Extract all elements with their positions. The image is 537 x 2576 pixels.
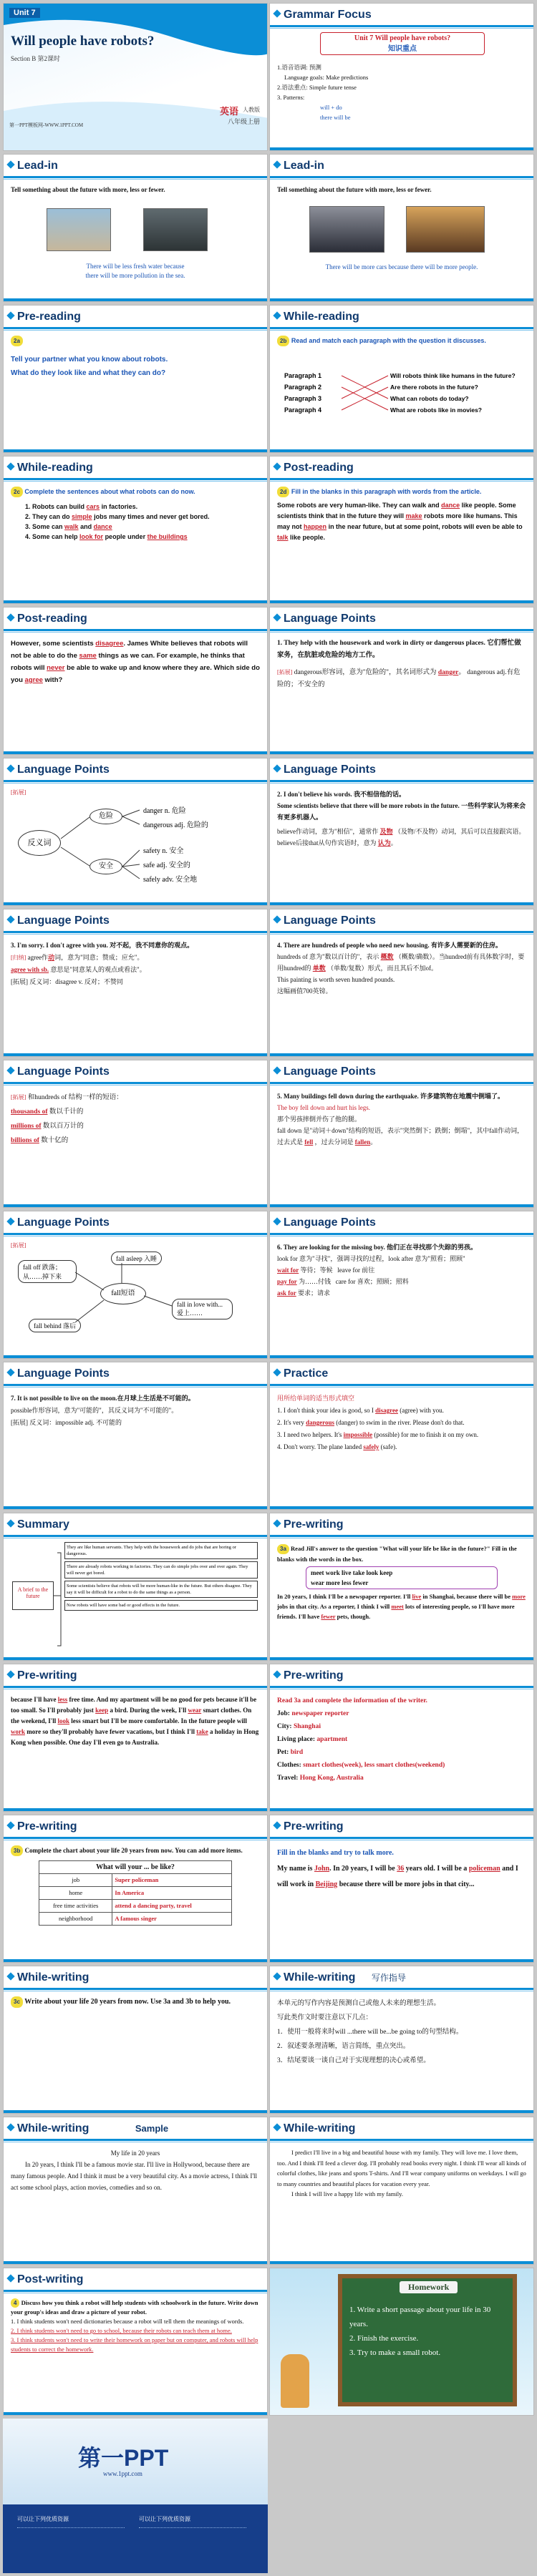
- danger-node: 危险: [90, 809, 122, 824]
- slide-header: Lead-in: [17, 160, 58, 172]
- diamond-icon: [273, 1368, 281, 1376]
- slide-header: While-writing: [17, 1971, 90, 1984]
- instruction: Tell something about the future with more, less or fewer.: [11, 186, 165, 193]
- activity-badge: 3a: [277, 1544, 289, 1554]
- logo-url: www.1ppt.com: [103, 2470, 142, 2477]
- slide-post-writing[interactable]: Post-writing 4 Discuss how you think a robot will help students with schoolwork in the future. Write down your group's ideas and draw a picture of your robot. 1. I think students won't need dictionaries because a robot will tell them the meanings of words. 2. I think students won't need to go to school, because their robots can teach them at home. 3. I think students won't need to write their homework on paper but on computer, and robots will help students to correct the homework.: [3, 2268, 268, 2416]
- slide-title[interactable]: [3, 3, 268, 151]
- slide-header: Pre-writing: [284, 1518, 344, 1531]
- diamond-icon: [6, 462, 14, 470]
- slide-header: Language Points: [284, 1216, 376, 1229]
- passage: However, some scientists disagree. James White believes that robots will not be able to do the same things as we can. For example, he thinks that robots will never be able to wake up and know where they are. Which side do you agree with?: [11, 640, 260, 684]
- pattern-line: there will be: [320, 114, 351, 121]
- slide-lp-antonyms[interactable]: [3, 758, 268, 906]
- table-row: neighborhood A famous singer: [39, 1913, 232, 1926]
- summary-box: There are already robots working in factories. They can do simple jobs over and over again. They will never get bored.: [64, 1561, 258, 1579]
- slide-while-reading-2b[interactable]: [269, 305, 534, 453]
- slide-header: Language Points: [17, 914, 110, 927]
- mindmap-lines: [4, 1211, 268, 1359]
- diamond-icon: [273, 1217, 281, 1225]
- question: What do they look like and what they can do?: [11, 369, 166, 377]
- table-row: job Super policeman: [39, 1874, 232, 1887]
- slide-logo[interactable]: [3, 2419, 268, 2573]
- slide-header: Post-reading: [17, 613, 87, 625]
- match-question: What can robots do today?: [390, 395, 469, 402]
- logo-text: 第一PPT: [78, 2445, 169, 2471]
- goal-line: Language goals: Make predictions: [284, 74, 369, 81]
- polluted-sea-photo: [143, 208, 208, 251]
- slide-header: Pre-writing: [284, 1669, 344, 1682]
- diamond-icon: [6, 311, 14, 319]
- phrase-node: fall asleep 入睡: [111, 1252, 162, 1265]
- diamond-icon: [6, 613, 14, 621]
- caption: there will be more pollution in the sea.: [85, 272, 185, 279]
- slide-header: Language Points: [284, 763, 376, 776]
- word-item: safely adv. 安全地: [143, 876, 198, 884]
- slide-header: While-writing: [284, 1971, 356, 1984]
- table-row: home In America: [39, 1887, 232, 1900]
- match-question: Are there robots in the future?: [390, 384, 478, 391]
- slide-header: Post-reading: [284, 462, 354, 474]
- diamond-icon: [6, 915, 14, 923]
- slide-lp-believe[interactable]: Language Points 2. I don't believe his words. 我不相信他的话。 Some scientists believe that there will be more robots in the future. 一些科学家认为将来会有更多机器人。 believe作动词，意为"相信"，通常作 及物 （及物/不及物）动词，其后可以直接跟宾语。believe后接that从句作宾语时，意为 认为。: [269, 758, 534, 906]
- link-list[interactable]: [17, 2527, 125, 2563]
- goal-line: 1.语音语调: 预测: [277, 64, 321, 71]
- slide-header: Language Points: [17, 1367, 110, 1380]
- slide-header: Language Points: [284, 1065, 376, 1078]
- caption: There will be more cars because there will be more people.: [325, 263, 478, 270]
- question: Tell your partner what you know about robots.: [11, 356, 168, 364]
- word-item: safety n. 安全: [143, 847, 184, 855]
- diamond-icon: [6, 1368, 14, 1376]
- diamond-icon: [273, 1821, 281, 1829]
- caption: There will be less fresh water because: [86, 263, 185, 270]
- practice-subtitle: 用所给单词的适当形式填空: [277, 1395, 355, 1402]
- slide-lp-agree[interactable]: Language Points 3. I'm sorry. I don't agree with you. 对不起，我不同意你的观点。 [归纳] agree作动词，意为"同意；赞成；应允"。 agree with sb. 意思是"同意某人的观点或看法"。 [拓展] 反义词：disagree v. 反对；不赞同: [3, 909, 268, 1057]
- grade-label: 八年级上册: [227, 118, 260, 125]
- answer: walk: [64, 523, 79, 530]
- unit-question: Unit 7 Will people have robots?: [354, 34, 451, 42]
- diamond-icon: [273, 915, 281, 923]
- slide-header: Summary: [17, 1518, 69, 1531]
- instruction: Complete the sentences about what robots can do now.: [24, 488, 195, 495]
- slide-writing-guide[interactable]: While-writing 写作指导 本单元的写作内容是预测自己或他人未来的理想生活。 写此类作文时要注意以下几点： 1．使用一般将来时will ...there will be...be going to的句型结构。 2．叙述要条理清晰，语言简练，重点突出。 3．结尾要谈一谈自己对于实现理想的决心或希望。: [269, 1966, 534, 2114]
- edition-label: 人教版: [243, 107, 260, 113]
- slide-while-writing-3c[interactable]: While-writing 3c Write about your life 20 years from now. Use 3a and 3b to help you.: [3, 1966, 268, 2114]
- site-label: 第一PPT模板网-WWW.1PPT.COM: [9, 122, 84, 128]
- diamond-icon: [6, 2123, 14, 2131]
- chalkboard: Homework 1. Write a short passage about your life in 30 years. 2. Finish the exercise. 3. Try to make a small robot.: [338, 2274, 517, 2406]
- diamond-icon: [6, 1066, 14, 1074]
- activity-badge: 2d: [277, 487, 289, 497]
- diamond-icon: [273, 462, 281, 470]
- student-figure: [281, 2354, 309, 2408]
- summary-box: They are like human servants. They help with the housework and do jobs that are boring or dangerous.: [64, 1542, 258, 1559]
- slide-title-text: Will people have robots?: [11, 34, 155, 49]
- unit-label: Unit 7: [9, 8, 40, 18]
- phrase-node: fall off 跌落；从……掉下来: [18, 1260, 77, 1283]
- activity-badge: 3b: [11, 1845, 23, 1856]
- title-wave: [4, 4, 268, 151]
- chart-table: [39, 1860, 232, 1926]
- slide-header: Pre-writing: [284, 1820, 344, 1833]
- slide-header: Language Points: [284, 613, 376, 625]
- safe-node: 安全: [90, 859, 122, 874]
- passage: Some robots are very human-like. They can walk and dance like people. Some scientists think that in the future they will make robots more like humans. This may not happen in the near future, but at some point, robots will even be able to talk like people.: [277, 502, 523, 541]
- goal-line: 2.语法重点: Simple future tense: [277, 84, 357, 91]
- table-row: free time activities attend a dancing party, travel: [39, 1900, 232, 1913]
- diamond-icon: [6, 1821, 14, 1829]
- section-label: Section B 第2课时: [11, 55, 60, 62]
- diamond-icon: [273, 2123, 281, 2131]
- diamond-icon: [273, 9, 281, 17]
- diamond-icon: [273, 1972, 281, 1980]
- match-question: What are robots like in movies?: [390, 406, 483, 414]
- slide-while-reading-2c[interactable]: While-reading 2c Complete the sentences about what robots can do now. 1. Robots can build cars in factories. 2. They can do simple jobs many times and never get bored. 3. Some can walk and dance 4. Some can help look for people under the buildings: [3, 456, 268, 604]
- summary-box: Some scientists believe that robots will be more human-like in the future. But others disagree. They say it will be difficult for a robot to do the same things as a person.: [64, 1581, 258, 1598]
- slide-summary[interactable]: [3, 1513, 268, 1661]
- slide-header: Practice: [284, 1367, 329, 1380]
- slide-header: Language Points: [17, 1216, 110, 1229]
- passage: because I'll have less free time. And my apartment will be no good for pets because it'll be too small. So I'll probably just keep a bird. During the week, I'll wear smart clothes. On the weekend, I'll look less smart but I'll be more comfortable. In the future people will work more so they'll probably have fewer vacations, but I think I'll take a holiday in Hong Kong when possible. One day I'll even go to Australia.: [11, 1696, 259, 1746]
- slide-pre-writing-3b[interactable]: Pre-writing 3b Complete the chart about your life 20 years from now. You can add more items. What will your ... be like? job Super policeman home In America free time activities attend a dancing party, travel neighborhood A famous singer: [3, 1815, 268, 1963]
- slide-lp-hundreds[interactable]: Language Points 4. There are hundreds of people who need new housing. 有许多人需要新的住房。 hundreds of 意为"数以百计的"，表示 概数 （概数/确数）。当hundred前有具体数字时，要用hundred的 单数 （单数/复数）形式，而且其后不加of。 This painting is worth seven hundred pounds. 这幅画值700英镑。: [269, 909, 534, 1057]
- slide-post-reading-2d[interactable]: [269, 456, 534, 604]
- summary-label: A brief to the future: [12, 1581, 54, 1610]
- slide-lead-in-2[interactable]: [269, 154, 534, 302]
- slide-pre-writing-info[interactable]: Pre-writing Read 3a and complete the information of the writer. Job: newspaper reporter City: Shanghai Living place: apartment Pet: bird Clothes: smart clothes(week), less smart clothes(weekend) Travel: Hong Kong, Australia: [269, 1664, 534, 1812]
- activity-badge: 2b: [277, 336, 289, 346]
- antonym-center: 反义词: [18, 830, 61, 856]
- slide-pre-reading[interactable]: [3, 305, 268, 453]
- homework-title: Homework: [400, 2281, 458, 2293]
- diamond-icon: [6, 1670, 14, 1678]
- slide-sample[interactable]: While-writing Sample My life in 20 years In 20 years, I think I'll be a famous movie star. I'll live in Hollywood, because there are many famous people. And I think it must be a very beautiful city. As a movie actress, I think I'll act some school plays, action movies, comedies and so on.: [3, 2117, 268, 2265]
- slide-lp-thousands[interactable]: Language Points [拓展] 和hundreds of 结构一样的短语： thousands of 数以千计的 millions of 数以百万计的 billions of 数十亿的: [3, 1060, 268, 1208]
- promo-text: 可以让下列优质资源: [17, 2516, 69, 2522]
- slide-lp-fall-phrases[interactable]: [3, 1211, 268, 1359]
- dry-land-photo: [47, 208, 111, 251]
- slide-header: While-writing: [17, 2122, 90, 2135]
- answer: cars: [86, 503, 100, 510]
- slide-practice[interactable]: Practice 用所给单词的适当形式填空 1. I don't think your idea is good, so I disagree (agree) with you. 2. It's very dangerous (danger) to swim in the river. Please don't do that. 3. I need two helpers. It's impossible (possible) for me to finish it on my own. 4. Don't worry. The plane landed safely (safe).: [269, 1362, 534, 1510]
- slide-lp-look-for[interactable]: Language Points 6. They are looking for the missing boy. 他们正在寻找那个失踪的男孩。 look for 意为"寻找"，强调寻找的过程，look after 意为"照看；照顾" wait for 等待；等候 leave for 前往 pay for 为……付钱 care for 喜欢；照顾；照料 ask for 要求；请求: [269, 1211, 534, 1359]
- slide-lead-in-1[interactable]: [3, 154, 268, 302]
- slide-header: Lead-in: [284, 160, 324, 172]
- slide-grammar-focus[interactable]: [269, 3, 534, 151]
- promo-text: 可以让下列优质资源: [139, 2516, 190, 2522]
- slide-header: While-writing: [284, 2122, 356, 2135]
- crowd-photo: [406, 206, 485, 253]
- summary-box: Now robots will have some bad or good effects in the future.: [64, 1600, 258, 1611]
- expand-tag: [拓展]: [11, 1242, 26, 1249]
- slide-header: Pre-writing: [17, 1669, 77, 1682]
- mindmap-center: fall短语: [100, 1283, 146, 1304]
- slide-post-reading[interactable]: [3, 607, 268, 755]
- slide-header: While-reading: [284, 311, 359, 323]
- slide-pre-writing-talk[interactable]: Pre-writing Fill in the blanks and try to talk more. My name is John. In 20 years, I will be 36 years old. I will be a policeman and I will work in Beijing because there will be more jobs in that city...: [269, 1815, 534, 1963]
- phrase-node: fall behind 落后: [29, 1319, 81, 1332]
- paragraph-label: Paragraph 1: [284, 372, 322, 379]
- slide-header: Pre-writing: [17, 1820, 77, 1833]
- slide-lp-dangerous[interactable]: Language Points 1. They help with the housework and work in dirty or dangerous places. 它们帮忙做家务，在肮脏或危险的地方工作。 [拓展] dangerous形容词，意为"危险的"，其名词形式为 danger。 dangerous adj.有危险的；不安全的: [269, 607, 534, 755]
- instruction: Tell something about the future with more, less or fewer.: [277, 186, 432, 193]
- slide-header: Language Points: [17, 763, 110, 776]
- connector-lines: [4, 758, 268, 906]
- diamond-icon: [6, 1972, 14, 1980]
- slide-header: Language Points: [284, 914, 376, 927]
- answer: look for: [79, 533, 104, 540]
- focus-subtitle: 知识重点: [388, 45, 417, 53]
- diamond-icon: [273, 613, 281, 621]
- activity-badge: 3c: [11, 1996, 23, 2008]
- paragraph-label: Paragraph 2: [284, 384, 322, 391]
- table-header: What will your ... be like?: [39, 1861, 232, 1874]
- diamond-icon: [6, 160, 14, 168]
- answer: simple: [72, 513, 92, 520]
- word-item: safe adj. 安全的: [143, 862, 190, 869]
- diamond-icon: [6, 2274, 14, 2282]
- slide-header: While-reading: [17, 462, 93, 474]
- slide-lp-possible[interactable]: Language Points 7. It is not possible to live on the moon.在月球上生活是不可能的。 possible作形容词，意为"可能的"，其反义词为"不可能的"。 [拓展] 反义词：impossible adj. 不可能的: [3, 1362, 268, 1510]
- word-item: danger n. 危险: [143, 807, 186, 815]
- slide-pre-writing-3a[interactable]: Pre-writing 3a Read Jill's answer to the question "What will your life be like in the future?" Fill in the blanks with the words in the box. meet work live take look keep wear more less fewer In 20 years, I think I'll be a newspaper reporter. I'll live in Shanghai, because there will be more jobs in that city. As a reporter, I think I will meet lots of interesting people, so I'll have more friends. I'll have fewer pets, though.: [269, 1513, 534, 1661]
- slide-pre-writing-3a-cont[interactable]: [3, 1664, 268, 1812]
- pattern-line: will + do: [320, 104, 342, 111]
- diamond-icon: [273, 1670, 281, 1678]
- instruction: Fill in the blanks in this paragraph with words from the article.: [291, 488, 482, 495]
- slide-header: Grammar Focus: [274, 9, 372, 21]
- paragraph-label: Paragraph 3: [284, 395, 322, 402]
- diamond-icon: [273, 160, 281, 168]
- word-item: dangerous adj. 危险的: [143, 821, 208, 829]
- diamond-icon: [273, 1519, 281, 1527]
- diamond-icon: [273, 1066, 281, 1074]
- empty-cell: [269, 2419, 534, 2573]
- link-list[interactable]: [139, 2527, 246, 2563]
- slide-sample-cont[interactable]: While-writing I predict I'll live in a big and beautiful house with my family. They will love me. I love them, too. And I think I'll feed a clever dog. I'll probably read books every night. I think I'll wear all kinds of colorful clothes, like jeans and sports T-shirts. And I'll wear company uniforms on weekdays. I will go to many countries and beautiful places for vacation every year. I think I will live a happy life with my family.: [269, 2117, 534, 2265]
- activity-badge: 2c: [11, 487, 23, 497]
- traffic-photo: [309, 206, 384, 253]
- answer: dance: [93, 523, 112, 530]
- phrase-node: fall in love with... 爱上……: [172, 1299, 233, 1319]
- goal-line: 3. Patterns:: [277, 94, 305, 101]
- paragraph-label: Paragraph 4: [284, 406, 322, 414]
- match-question: Will robots think like humans in the future?: [390, 372, 516, 379]
- instruction: Read and match each paragraph with the question it discusses.: [291, 337, 486, 344]
- activity-badge: 4: [11, 2298, 19, 2308]
- word-box: meet work live take look keep wear more less fewer: [306, 1566, 498, 1589]
- slide-homework[interactable]: [269, 2268, 534, 2416]
- expand-tag: [拓展]: [11, 789, 26, 796]
- answer: the buildings: [147, 533, 188, 540]
- slide-header: Language Points: [17, 1065, 110, 1078]
- slide-lp-fall-down[interactable]: Language Points 5. Many buildings fell down during the earthquake. 许多建筑物在地震中倒塌了。 The boy fell down and hurt his legs. 那个男孩摔倒并伤了他的腿。 fall down 是"动词＋down"结构的短语，表示"突然倒下；跌倒；倒塌"，其中fall作动词，过去式是 fell ，过去分词是 fallen。: [269, 1060, 534, 1208]
- subject-label: 英语: [219, 106, 238, 117]
- slide-header: Pre-reading: [17, 311, 81, 323]
- slide-header: Post-writing: [17, 2273, 84, 2285]
- activity-badge: 2a: [11, 336, 23, 346]
- diamond-icon: [273, 764, 281, 772]
